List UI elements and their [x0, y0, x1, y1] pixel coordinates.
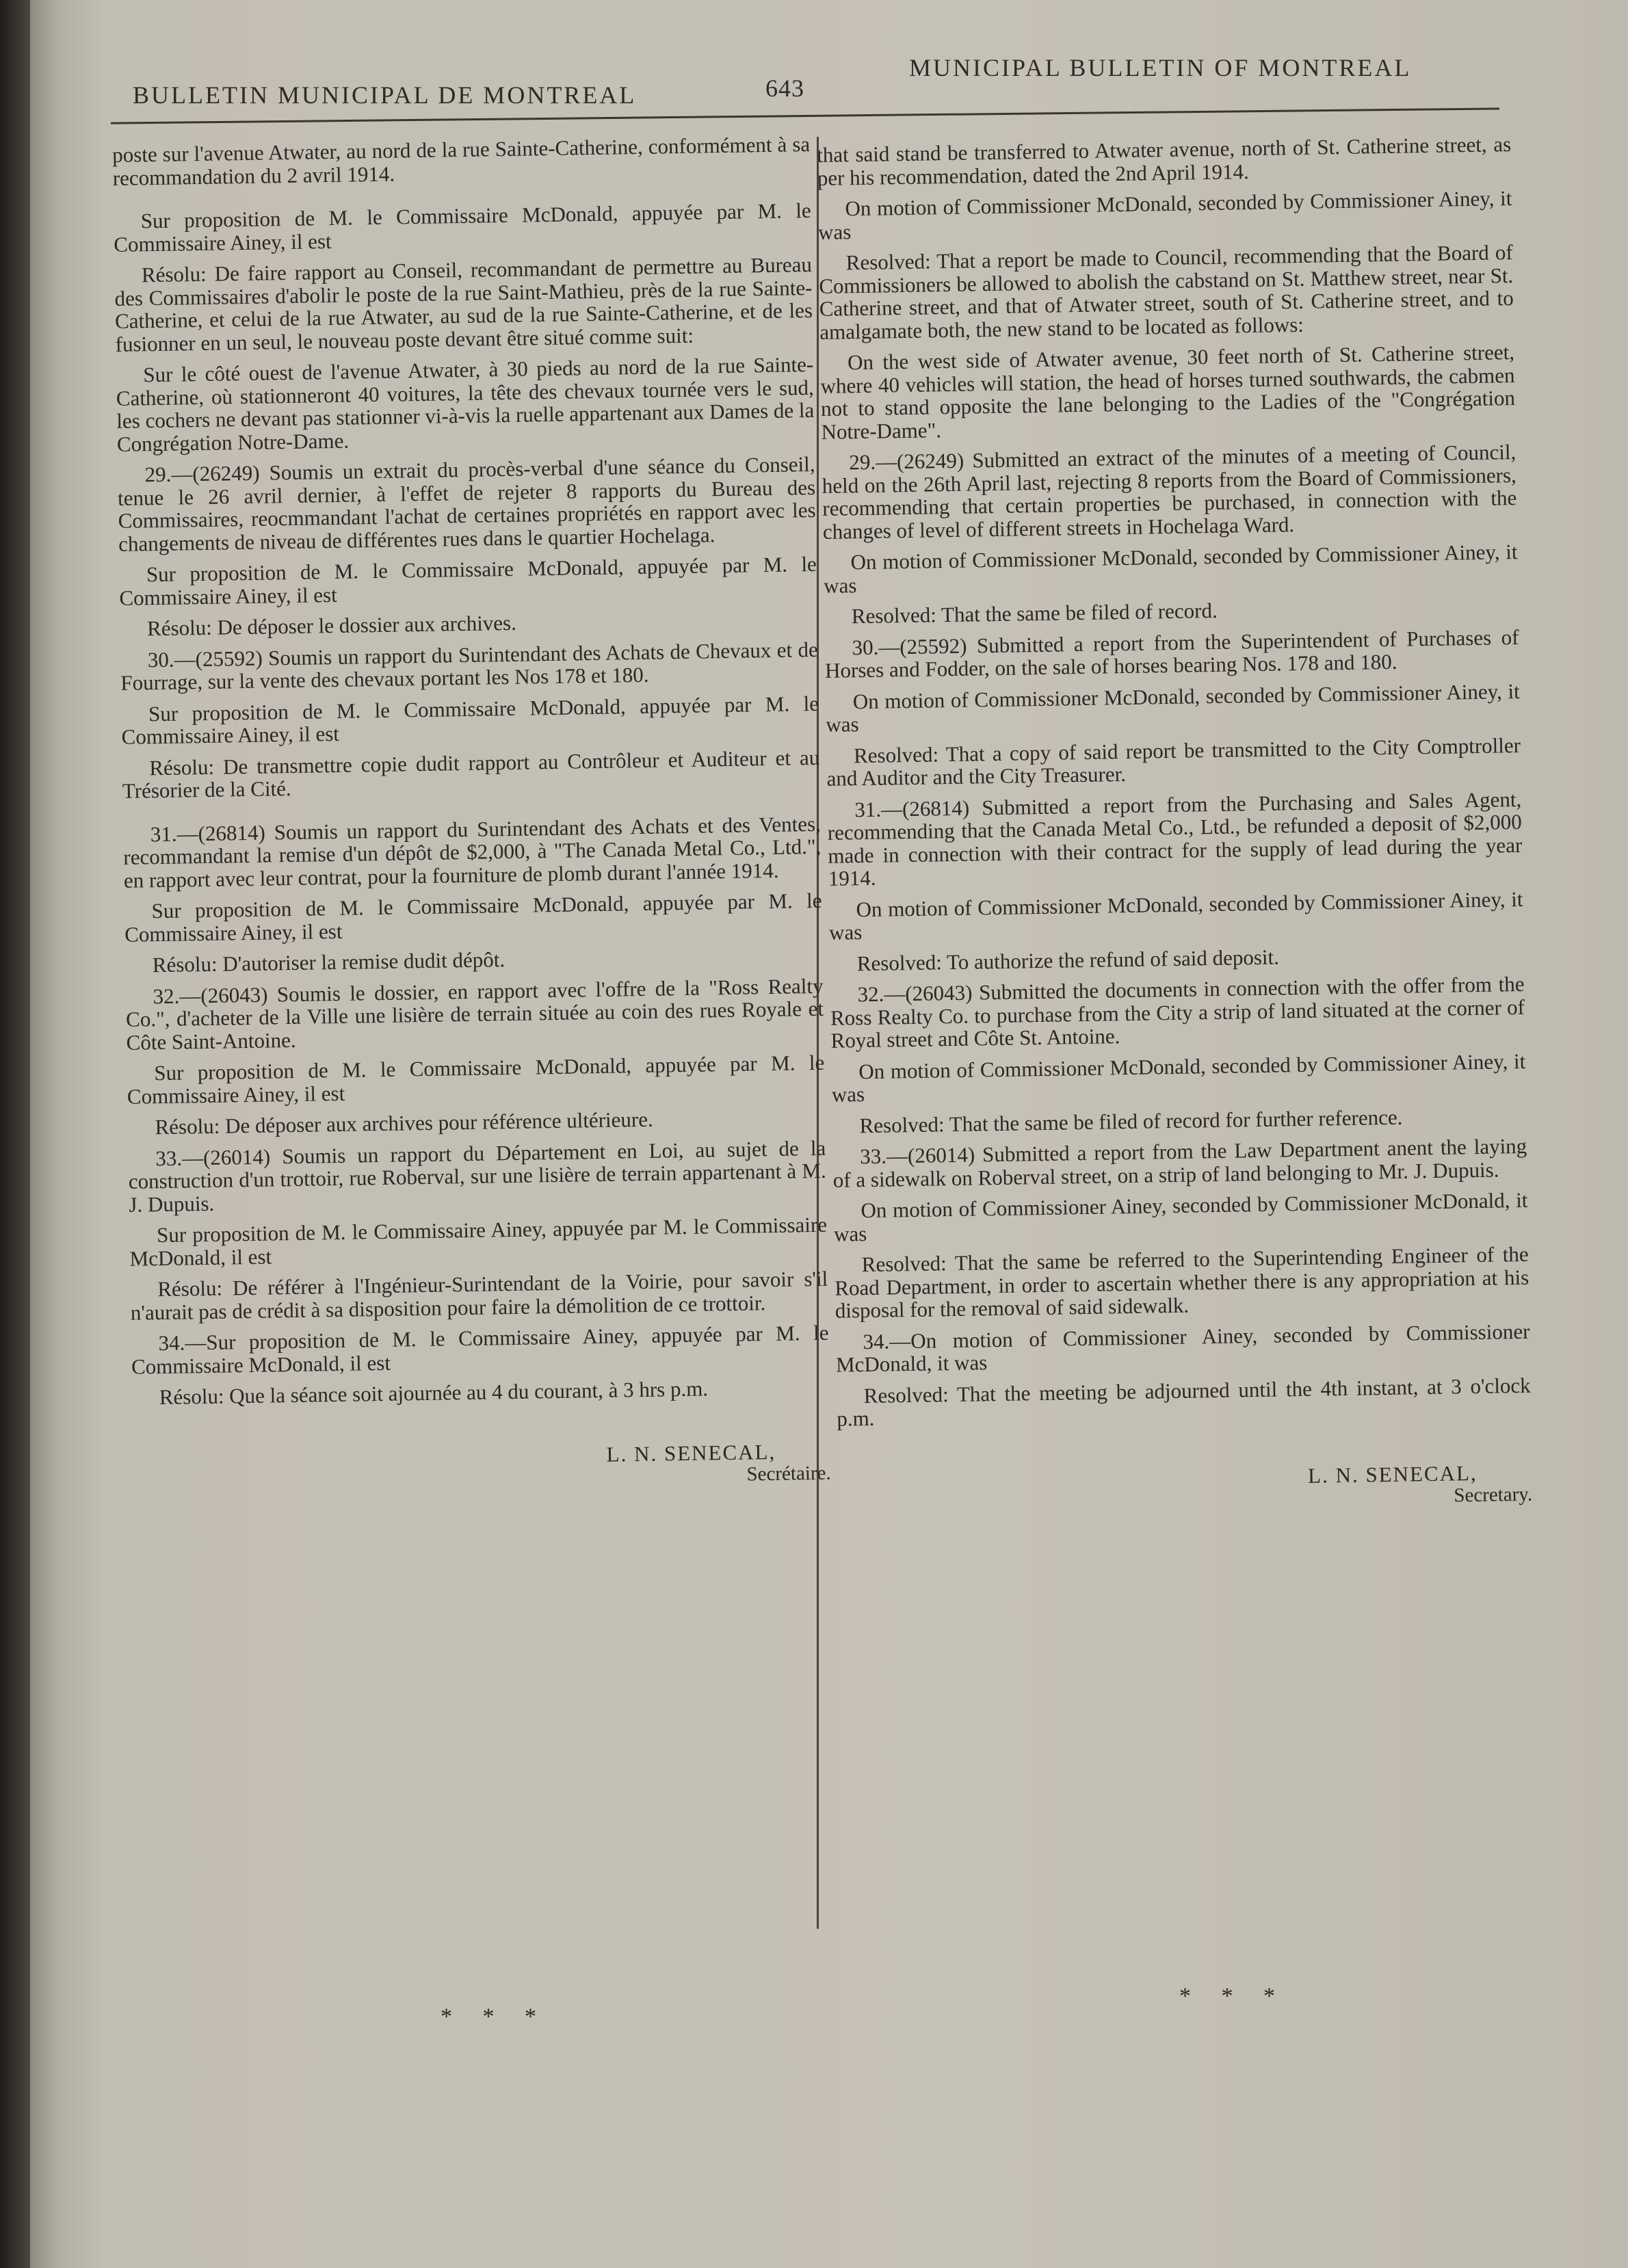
en-paragraph: 32.—(26043) Submitted the documents in connection with the offer from the Ross Realty Co. to purchase from the City a strip of land situated at the corner of Royal street and Côte St. Antoine. [830, 971, 1525, 1053]
fr-paragraph: Sur proposition de M. le Commissaire McDonald, appuyée par M. le Commissaire Ainey, il est [119, 551, 817, 610]
fr-paragraph: Sur proposition de M. le Commissaire McDonald, appuyée par M. le Commissaire Ainey, il est [124, 888, 822, 947]
fr-paragraph: Sur proposition de M. le Commissaire McDonald, appuyée par M. le Commissaire Ainey, il est [121, 691, 819, 749]
fr-paragraph: Résolu: De faire rapport au Conseil, recommandant de permettre au Bureau des Commissaires d'abolir le poste de la rue Saint-Mathieu, près de la rue Sainte-Catherine, et celui de la rue Atwater, au sud de la rue Sainte-Catherine, et de les fusionner en un seul, le nouveau poste devant être situé comme suit: [114, 252, 813, 356]
page-header [133, 53, 1501, 115]
en-paragraph: 31.—(26814) Submitted a report from the Purchasing and Sales Agent, recommending that the Canada Metal Co., Ltd., be refunded a deposit of $2,000 made in connection with their contract for the supply of lead during the year 1914. [827, 787, 1523, 891]
page-number: 643 [765, 75, 804, 102]
fr-paragraph: Résolu: D'autoriser la remise dudit dépôt. [152, 947, 506, 977]
en-paragraph: On motion of Commissioner McDonald, seconded by Commissioner Ainey, it was [831, 1049, 1526, 1107]
en-paragraph: 29.—(26249) Submitted an extract of the minutes of a meeting of Council, held on the 26th April last, rejecting 8 reports from the Board of Commissioners, recommending that certain properties be purchased, in connection with the changes of level of different streets in Hochelaga Ward. [822, 440, 1517, 544]
en-paragraph: On motion of Commissioner Ainey, seconded by Commissioner McDonald, it was [833, 1187, 1528, 1246]
fr-signature-role: Secrétaire. [746, 1462, 831, 1486]
fr-paragraph: 31.—(26814) Soumis un rapport du Surintendant des Achats et des Ventes, recommandant la remise d'un dépôt de $2,000, à "The Canada Metal Co., Ltd.", en rapport avec leur contrat, pour la fourniture de plomb durant l'année 1914. [123, 811, 822, 893]
fr-paragraph: Sur proposition de M. le Commissaire McDonald, appuyée par M. le Commissaire Ainey, il est [114, 198, 811, 256]
fr-paragraph: 32.—(26043) Soumis le dossier, en rapport avec l'offre de la "Ross Realty Co.", d'acheter de la Ville une lisière de terrain située au coin des rues Royale et Côte Saint-Antoine. [125, 973, 824, 1055]
english-column [817, 133, 1532, 1517]
fr-paragraph: Résolu: Que la séance soit ajournée au 4 du courant, à 3 hrs p.m. [159, 1376, 709, 1410]
en-paragraph: On motion of Commissioner McDonald, seconded by Commissioner Ainey, it was [823, 539, 1518, 598]
en-end-mark: * * * [1179, 1983, 1287, 2009]
en-paragraph: Resolved: To authorize the refund of said deposit. [856, 945, 1280, 975]
fr-paragraph: Sur le côté ouest de l'avenue Atwater, à 30 pieds au nord de la rue Sainte-Catherine, où stationneront 40 voitures, la tête des chevaux tournée vers le sud, les cochers ne devant pas stationner vi-à-vis la ruelle appartenant aux Dames de la Congrégation Notre-Dame. [116, 352, 815, 456]
en-paragraph: Resolved: That a report be made to Council, recommending that the Board of Commissioners be allowed to abolish the cabstand on St. Matthew street, near St. Catherine street, and that of Atwater street, south of St. Catherine street, and to amalgamate both, the new stand to be located as follows: [818, 240, 1514, 344]
en-paragraph: On the west side of Atwater avenue, 30 feet north of St. Catherine street, where 40 vehicles will station, the head of horses turned southwards, the cabmen not to stand opposite the lane belonging to the Ladies of the "Congrégation Notre-Dame". [820, 340, 1516, 444]
en-paragraph: On motion of Commissioner McDonald, seconded by Commissioner Ainey, it was [828, 886, 1523, 945]
en-paragraph: On motion of Commissioner McDonald, seconded by Commissioner Ainey, it was [826, 678, 1520, 737]
french-column [112, 133, 831, 1496]
fr-paragraph: 34.—Sur proposition de M. le Commissaire Ainey, appuyée par M. le Commissaire McDonald, il est [131, 1320, 829, 1379]
en-signature [837, 1460, 1532, 1517]
fr-paragraph: Sur proposition de M. le Commissaire McDonald, appuyée par M. le Commissaire Ainey, il est [127, 1050, 825, 1109]
fr-signature-name: L. N. SENECAL, [606, 1439, 776, 1466]
fr-paragraph: Résolu: De transmettre copie dudit rapport au Contrôleur et Auditeur et au Trésorier de la Cité. [122, 745, 820, 803]
en-paragraph: Resolved: That the same be filed of record for further reference. [859, 1105, 1403, 1137]
fr-paragraph: Résolu: De déposer aux archives pour référence ultérieure. [155, 1107, 653, 1139]
header-title-french: BULLETIN MUNICIPAL DE MONTREAL [133, 81, 637, 109]
en-paragraph: 33.—(26014) Submitted a report from the Law Department anent the laying of a sidewalk on Roberval street, on a strip of land belonging to Mr. J. Dupuis. [832, 1133, 1527, 1192]
fr-paragraph: 33.—(26014) Soumis un rapport du Département en Loi, au sujet de la construction d'un trottoir, rue Roberval, sur une lisière de terrain appartenant à M. J. Dupuis. [128, 1135, 826, 1217]
bulletin-page [30, 0, 1628, 2268]
en-paragraph: Resolved: That a copy of said report be transmitted to the City Comptroller and Auditor and the City Treasurer. [826, 733, 1521, 791]
fr-paragraph: Résolu: De référer à l'Ingénieur-Surintendant de la Voirie, pour savoir s'il n'aurait pas de crédit à sa disposition pour faire la démolition de ce trottoir. [130, 1266, 828, 1325]
en-paragraph: On motion of Commissioner McDonald, seconded by Commissioner Ainey, it was [817, 186, 1512, 244]
fr-signature [133, 1439, 831, 1496]
en-paragraph: 34.—On motion of Commissioner Ainey, seconded by Commissioner McDonald, it was [835, 1319, 1530, 1377]
en-paragraph: that said stand be transferred to Atwater avenue, north of St. Catherine street, as per his recommendation, dated the 2nd April 1914. [816, 132, 1512, 190]
en-signature-role: Secretary. [1454, 1483, 1533, 1507]
book-spine-shadow [0, 0, 30, 2268]
fr-end-mark: * * * [441, 2004, 549, 2029]
fr-paragraph: Résolu: De déposer le dossier aux archives. [146, 610, 517, 641]
en-paragraph: Resolved: That the same be referred to the Superintending Engineer of the Road Department, in order to ascertain whether there is any appropriation at his disposal for the removal of said sidewalk. [835, 1241, 1529, 1323]
fr-paragraph: poste sur l'avenue Atwater, au nord de la rue Sainte-Catherine, conformément à sa recommandation du 2 avril 1914. [111, 131, 811, 190]
en-paragraph: 30.—(25592) Submitted a report from the Superintendent of Purchases of Horses and Fodder, on the sale of horses bearing Nos. 178 and 180. [824, 624, 1519, 683]
fr-paragraph: Sur proposition de M. le Commissaire Ainey, appuyée par M. le Commissaire McDonald, il est [129, 1212, 828, 1271]
fr-paragraph: 30.—(25592) Soumis un rapport du Surintendant des Achats de Chevaux et de Fourrage, sur la vente des chevaux portant les Nos 178 et 180. [120, 637, 819, 695]
en-signature-name: L. N. SENECAL, [1307, 1460, 1478, 1488]
en-paragraph: Resolved: That the same be filed of record. [851, 598, 1218, 629]
header-title-english: MUNICIPAL BULLETIN OF MONTREAL [909, 54, 1412, 81]
en-paragraph: Resolved: That the meeting be adjourned until the 4th instant, at 3 o'clock p.m. [837, 1373, 1531, 1431]
fr-paragraph: 29.—(26249) Soumis un extrait du procès-verbal d'une séance du Conseil, tenue le 26 avril dernier, à l'effet de rejeter 8 rapports du Bureau des Commissaires, reocmmandant l'achat de certaines propriétés en rapport avec les changements de niveau de différentes rues dans le quartier Hochelaga. [117, 451, 816, 556]
